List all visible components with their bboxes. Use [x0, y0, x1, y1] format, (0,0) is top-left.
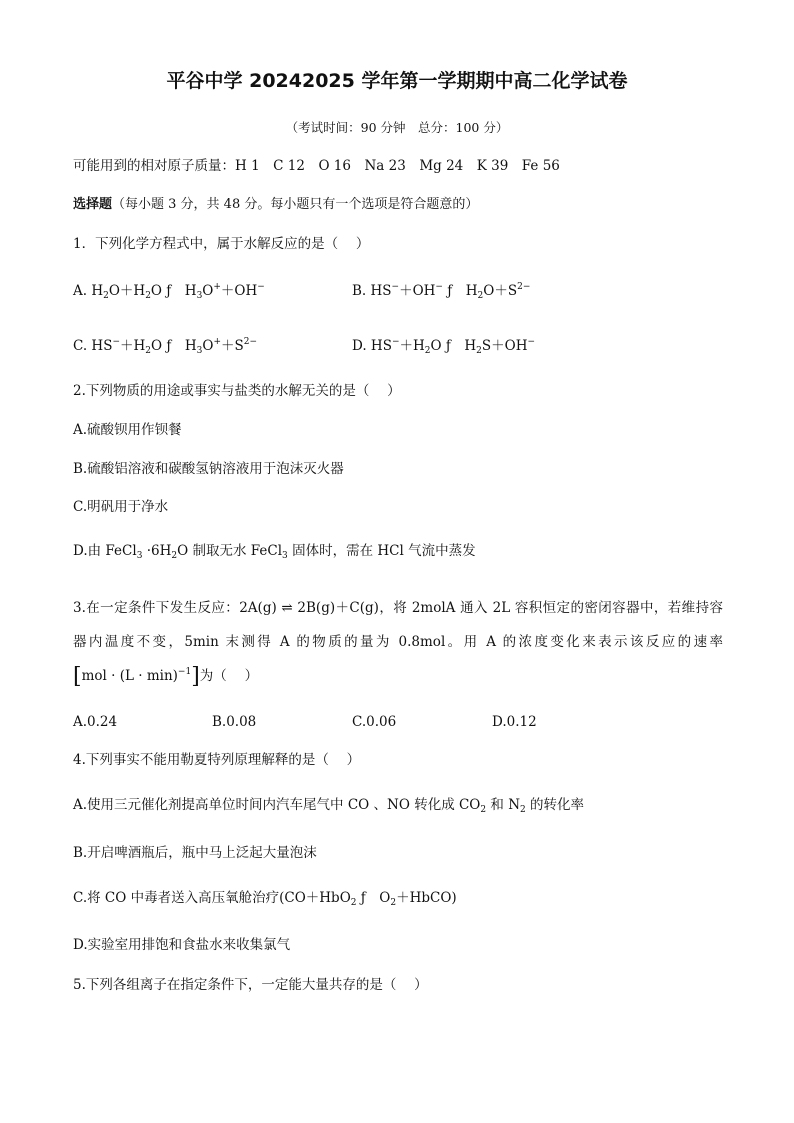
- exam-subtitle: （考试时间：90 分钟 总分：100 分）: [285, 120, 509, 135]
- q1-option-d: D. $HS^-+H_2O$ ƒ $H_2S+OH^-$: [352, 337, 536, 356]
- rate-unit: mol · (L · min): [81, 668, 178, 684]
- question-3-line-2: 器内温度不变，5min 末测得 A 的物质的量为 0.8mol。用 A 的浓度变化来表示该反应的速率: [73, 634, 723, 650]
- atomic-masses: 可能用到的相对原子质量：H 1 C 12 O 16 Na 23 Mg 24 K 39 Fe 56: [73, 158, 560, 174]
- q4-option-c: C.将 CO 中毒者送入高压氧舱治疗(CO＋HbO$_2$ ƒ $O_2+HbCO$): [73, 890, 457, 908]
- question-4-stem: 4.下列事实不能用勒夏特列原理解释的是（ ）: [73, 752, 361, 768]
- section-label: 选择题: [73, 197, 113, 212]
- q1-option-a: A. $H_2O+H_2O$ ƒ $H_3O^++OH^-$: [73, 282, 265, 301]
- q3-option-b: B.0.08: [212, 714, 257, 730]
- q4-option-b: B.开启啤酒瓶后，瓶中马上泛起大量泡沫: [73, 845, 317, 861]
- q2-option-c: C.明矾用于净水: [73, 499, 169, 515]
- q2-option-b: B.硫酸铝溶液和碳酸氢钠溶液用于泡沫灭火器: [73, 461, 344, 477]
- q1-option-c: C. $HS^-+H_2O$ ƒ $H_3O^++S^{2-}$: [73, 337, 258, 356]
- section-note: （每小题 3 分，共 48 分。每小题只有一个选项是符合题意的）: [112, 197, 479, 212]
- q3-option-a: A.0.24: [73, 714, 118, 730]
- section-header: [73, 197, 478, 213]
- q3-option-d: D.0.12: [492, 714, 537, 730]
- q1-option-b: B. HS−＋OH− ƒ $H_2O+S^{2-}$: [352, 282, 531, 301]
- q2-option-d: D.由 FeCl$_3$ $\cdot 6H_2O$ 制取无水 FeCl$_3$ 固体时，需在 HCl 气流中蒸发: [73, 543, 476, 561]
- question-2-stem: 2.下列物质的用途或事实与盐类的水解无关的是（ ）: [73, 383, 401, 399]
- q4-option-d: D.实验室用排饱和食盐水来收集氯气: [73, 937, 291, 953]
- question-5-stem: 5.下列各组离子在指定条件下，一定能大量共存的是（ ）: [73, 977, 428, 993]
- question-3-line-1: 3.在一定条件下发生反应：2A(g) ⇌ 2B(g)＋C(g)，将 2molA 通入 2L 容积恒定的密闭容器中，若维持容: [73, 600, 723, 616]
- q4-option-a: A.使用三元催化剂提高单位时间内汽车尾气中 CO 、NO 转化成 $CO_2$ 和 $N_2$ 的转化率: [73, 797, 585, 815]
- q3-option-c: C.0.06: [352, 714, 397, 730]
- q2-option-a: A.硫酸钡用作钡餐: [73, 422, 182, 438]
- question-1-stem: 1．下列化学方程式中，属于水解反应的是（ ）: [73, 236, 370, 252]
- exam-title: 平谷中学 20242025 学年第一学期期中高二化学试卷: [166, 70, 628, 92]
- question-3-line-3: $[mol \cdot (L \cdot \min)^{-1}]$为（ ）: [73, 664, 259, 689]
